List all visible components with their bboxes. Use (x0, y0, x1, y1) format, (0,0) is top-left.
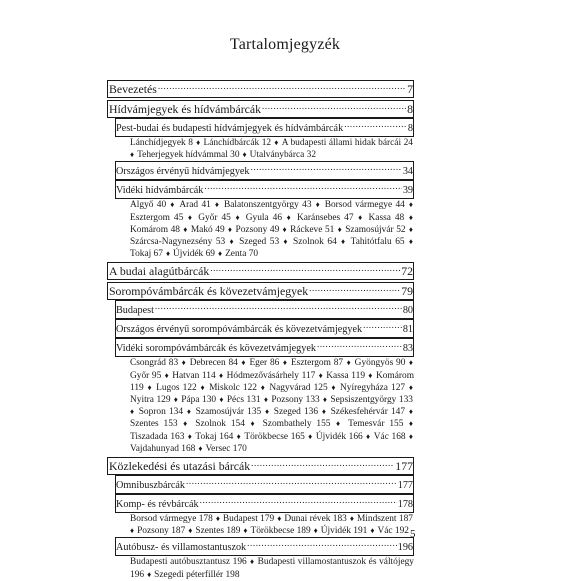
toc-detail-item[interactable]: Székesfehérvár 147 (330, 407, 406, 418)
toc-entry-label: Vidéki sorompóvámbárcák és kövezetvámjegyek (116, 343, 316, 355)
dot-leader (186, 476, 397, 488)
toc-detail-item[interactable]: Borsod vármegye 178 (130, 514, 213, 525)
toc-detail-item[interactable]: Pápa 130 (181, 395, 217, 406)
toc-detail-item[interactable]: Pozsony 49 (235, 224, 280, 235)
dot-leader (251, 458, 394, 470)
toc-entry-page: 83 (402, 343, 413, 355)
toc-detail-item[interactable]: Szentes 189 (195, 526, 241, 537)
dot-leader (247, 538, 397, 550)
diamond-separator-icon: ♦ (272, 138, 281, 147)
diamond-separator-icon: ♦ (211, 200, 223, 210)
toc-detail-item[interactable]: Lugos 122 (156, 382, 197, 393)
toc-subsection-group (107, 300, 414, 455)
toc-entry-label: Hídvámjegyek és hídvámbárcák (109, 102, 261, 116)
diamond-separator-icon: ♦ (231, 212, 245, 222)
toc-detail-list (115, 513, 414, 537)
toc-detail-item[interactable]: Tahitótfalu 65 (350, 237, 405, 248)
toc-entry-label: A budai alagútbárcák (109, 264, 210, 279)
diamond-separator-icon: ♦ (404, 419, 414, 429)
toc-detail-item[interactable]: Szombathely 155 (262, 419, 331, 430)
diamond-separator-icon: ♦ (280, 237, 293, 247)
toc-detail-item[interactable]: Karánsebes 47 (297, 212, 354, 223)
toc-section[interactable] (107, 100, 414, 118)
diamond-separator-icon: ♦ (280, 224, 290, 234)
dot-leader (317, 339, 402, 351)
diamond-separator-icon: ♦ (354, 212, 368, 222)
toc-entry-label: Budapest (116, 305, 154, 317)
toc-subsection[interactable] (115, 338, 414, 357)
toc-detail-item[interactable]: Szolnok 64 (293, 237, 337, 248)
toc-detail-item[interactable]: Nyíregyháza 127 (340, 382, 406, 393)
diamond-separator-icon: ♦ (311, 526, 320, 536)
toc-detail-item[interactable]: Csongrád 83 (130, 358, 179, 369)
toc-detail-item[interactable]: Hatvan 114 (172, 370, 216, 381)
diamond-separator-icon: ♦ (406, 358, 414, 368)
toc-subsection-group (107, 475, 414, 581)
diamond-separator-icon: ♦ (283, 212, 296, 222)
diamond-separator-icon: ♦ (406, 224, 413, 234)
diamond-separator-icon: ♦ (186, 526, 195, 536)
toc-detail-item[interactable]: Szentes 153 (130, 419, 178, 430)
toc-detail-item[interactable]: Vajdahunyad 168 (130, 443, 196, 454)
diamond-separator-icon: ♦ (247, 557, 257, 567)
toc-entry-page: 178 (397, 499, 413, 511)
toc-subsection-group (107, 118, 414, 260)
diamond-separator-icon: ♦ (215, 249, 225, 259)
toc-detail-item[interactable]: Ráckeve 51 (290, 224, 335, 235)
toc-detail-item[interactable]: Vác 192 (377, 526, 409, 537)
toc-detail-item[interactable]: Teherjegyek hídvámmal 30 (137, 150, 240, 161)
toc-detail-item[interactable]: Komárom 48 (130, 224, 180, 235)
diamond-separator-icon: ♦ (405, 212, 413, 222)
diamond-separator-icon: ♦ (193, 138, 203, 147)
diamond-separator-icon: ♦ (226, 237, 239, 247)
toc-detail-item[interactable]: Kassa 48 (368, 212, 405, 223)
dot-leader (262, 101, 406, 113)
diamond-separator-icon: ♦ (366, 370, 375, 380)
toc-subsection[interactable] (115, 537, 414, 556)
toc-section[interactable] (107, 282, 414, 300)
toc-detail-item[interactable]: Győr 95 (130, 370, 162, 381)
diamond-separator-icon: ♦ (162, 370, 172, 380)
toc-detail-item[interactable]: Temesvár 155 (348, 419, 404, 430)
diamond-separator-icon: ♦ (130, 526, 137, 536)
toc-detail-item[interactable]: Komárom 119 (130, 370, 414, 393)
dot-leader (344, 119, 407, 131)
toc-detail-item[interactable]: Budapest 179 (222, 514, 275, 525)
diamond-separator-icon: ♦ (331, 419, 348, 429)
toc-detail-item[interactable]: Budapesti autóbusztantusz 196 (130, 557, 247, 568)
toc-detail-item[interactable]: Szeged 53 (239, 237, 280, 248)
diamond-separator-icon: ♦ (167, 200, 179, 210)
diamond-separator-icon: ♦ (234, 431, 244, 441)
toc-entry-label: Pest-budai és budapesti hídvámjegyek és hídvámbárcák (116, 123, 344, 134)
toc-entry-page: 81 (402, 324, 413, 336)
toc-detail-item[interactable]: Nyitra 129 (130, 395, 171, 406)
diamond-separator-icon: ♦ (184, 407, 195, 417)
toc-detail-item[interactable]: Nagyvárad 125 (269, 382, 328, 393)
toc-entry-page: 34 (402, 166, 413, 178)
toc-detail-item[interactable]: Szárcsa-Nagynezsény 53 (130, 237, 226, 248)
diamond-separator-icon: ♦ (238, 358, 249, 368)
toc-entry-page: 8 (407, 102, 413, 116)
toc-detail-item[interactable]: Tokaj 67 (130, 249, 163, 260)
diamond-separator-icon: ♦ (347, 514, 356, 524)
toc-detail-item[interactable]: Vác 168 (373, 431, 406, 442)
toc-detail-item[interactable]: Dunai révek 183 (284, 514, 347, 525)
diamond-separator-icon: ♦ (344, 358, 354, 368)
toc-entry-label: Bevezetés (109, 82, 157, 96)
toc-detail-item[interactable]: Zenta 70 (225, 249, 259, 260)
toc-detail-item[interactable]: Pozsony 133 (271, 395, 320, 406)
diamond-separator-icon: ♦ (178, 419, 195, 429)
toc-detail-item[interactable]: Versec 170 (205, 443, 247, 454)
toc-entry-page: 8 (407, 123, 413, 134)
toc-detail-list (115, 199, 414, 260)
toc-subsection[interactable] (115, 180, 414, 199)
page-number: 5 (410, 528, 416, 540)
toc-detail-item[interactable]: Kassa 119 (326, 370, 366, 381)
diamond-separator-icon: ♦ (225, 224, 235, 234)
toc-detail-item[interactable]: Arad 41 (179, 200, 211, 211)
diamond-separator-icon: ♦ (145, 569, 154, 579)
toc-detail-item[interactable]: Lánchídbárcák 12 (203, 138, 272, 148)
toc-section[interactable] (107, 262, 414, 280)
toc-detail-item[interactable]: Lánchídjegyek 8 (130, 138, 193, 148)
diamond-separator-icon: ♦ (335, 224, 345, 234)
toc-detail-item[interactable]: Pozsony 187 (137, 526, 186, 537)
diamond-separator-icon: ♦ (216, 370, 226, 380)
toc-subsection[interactable] (115, 118, 414, 137)
diamond-separator-icon: ♦ (130, 150, 137, 160)
toc-subsection[interactable] (115, 475, 414, 494)
toc-detail-item[interactable]: Sopron 134 (138, 407, 184, 418)
dot-leader (363, 320, 402, 332)
diamond-separator-icon: ♦ (257, 382, 269, 392)
toc-detail-item[interactable]: Utalványbárca 32 (249, 150, 317, 161)
toc-subsection[interactable] (115, 494, 414, 513)
toc-detail-item[interactable]: Újvidék 69 (173, 249, 215, 260)
diamond-separator-icon: ♦ (319, 407, 330, 417)
toc-detail-item[interactable]: Gyula 46 (245, 212, 283, 223)
toc-detail-item[interactable]: A budapesti állami hidak bárcái 24 (281, 138, 413, 148)
toc-entry-page: 7 (407, 82, 413, 96)
toc-detail-item[interactable]: Balatonszentgyörgy 43 (223, 200, 312, 211)
diamond-separator-icon: ♦ (320, 395, 330, 405)
diamond-separator-icon: ♦ (275, 514, 284, 524)
diamond-separator-icon: ♦ (261, 395, 271, 405)
toc-entry-label: Országos érvényű sorompóvámbárcák és kövezetvámjegyek (116, 324, 363, 336)
toc-entry-label: Omnibuszbárcák (116, 480, 186, 492)
diamond-separator-icon: ♦ (180, 224, 190, 234)
toc-subsection[interactable] (115, 319, 414, 338)
toc-detail-item[interactable]: Törökbecse 189 (250, 526, 311, 537)
diamond-separator-icon: ♦ (406, 382, 413, 392)
diamond-separator-icon: ♦ (406, 431, 413, 441)
diamond-separator-icon: ♦ (185, 431, 195, 441)
diamond-separator-icon: ♦ (368, 526, 377, 536)
toc-entry-label: Országos érvényű hídvámjegyek (116, 166, 250, 178)
page-title: Tartalomjegyzék (229, 36, 341, 53)
toc-detail-list (115, 556, 414, 580)
toc-detail-item[interactable]: Debrecen 84 (189, 358, 238, 369)
diamond-separator-icon: ♦ (406, 407, 413, 417)
toc-detail-item[interactable]: Törökbecse 165 (244, 431, 305, 442)
toc-detail-item[interactable]: Algyő 40 (130, 200, 167, 211)
dot-leader (200, 495, 397, 507)
diamond-separator-icon: ♦ (241, 526, 250, 536)
toc-detail-item[interactable]: Újvidék 166 (315, 431, 363, 442)
toc-entry-page: 177 (395, 459, 413, 474)
toc-entry-label: Vidéki hídvámbárcák (116, 185, 204, 197)
diamond-separator-icon: ♦ (245, 419, 262, 429)
toc-detail-item[interactable]: Tiszadada 163 (130, 431, 185, 442)
toc-detail-item[interactable]: Pécs 131 (226, 395, 261, 406)
toc-detail-item[interactable]: Hódmezővásárhely 117 (226, 370, 316, 381)
toc-detail-item[interactable]: Újvidék 191 (320, 526, 368, 537)
toc-detail-item[interactable]: Szegedi péterfillér 198 (154, 569, 240, 580)
toc-section[interactable] (107, 457, 414, 475)
dot-leader (210, 263, 400, 275)
table-of-contents (107, 78, 414, 581)
toc-detail-item[interactable]: Sepsiszentgyörgy 133 (330, 395, 413, 406)
diamond-separator-icon: ♦ (312, 200, 324, 210)
toc-detail-item[interactable]: Szeged 136 (273, 407, 319, 418)
diamond-separator-icon: ♦ (305, 431, 315, 441)
toc-entry-label: Sorompóvámbárcák és kövezetvámjegyek (109, 284, 309, 299)
diamond-separator-icon: ♦ (280, 358, 290, 368)
toc-detail-list (115, 357, 414, 455)
toc-entry-page: 196 (397, 542, 413, 554)
diamond-separator-icon: ♦ (316, 370, 326, 380)
toc-detail-item[interactable]: Makó 49 (190, 224, 225, 235)
diamond-separator-icon: ♦ (217, 395, 226, 405)
dot-leader (251, 162, 402, 174)
toc-detail-list (115, 137, 414, 161)
dot-leader (309, 283, 400, 295)
toc-entry-page: 177 (397, 480, 413, 492)
diamond-separator-icon: ♦ (213, 514, 222, 524)
toc-detail-item[interactable]: Szamosújvár 52 (345, 224, 406, 235)
diamond-separator-icon: ♦ (405, 200, 413, 210)
toc-detail-item[interactable]: Mindszent 187 (356, 514, 413, 525)
toc-entry-label: Komp- és révbárcák (116, 499, 199, 511)
toc-detail-item[interactable]: Budapesti villamostantuszok és váltójegy 196 (130, 557, 414, 580)
toc-subsection[interactable] (115, 161, 414, 180)
dot-leader (155, 301, 402, 313)
diamond-separator-icon: ♦ (130, 407, 138, 417)
toc-subsection[interactable] (115, 300, 414, 319)
toc-detail-item[interactable]: Esztergom 45 (130, 212, 184, 223)
diamond-separator-icon: ♦ (184, 212, 198, 222)
diamond-separator-icon: ♦ (197, 382, 209, 392)
toc-detail-item[interactable]: Eger 86 (249, 358, 280, 369)
toc-entry-page: 79 (401, 284, 413, 299)
dot-leader (158, 81, 406, 93)
toc-detail-item[interactable]: Gyöngyös 90 (354, 358, 406, 369)
toc-detail-item[interactable]: Szamosújvár 135 (195, 407, 262, 418)
toc-detail-item[interactable]: Borsod vármegye 44 (324, 200, 405, 211)
toc-detail-item[interactable]: Esztergom 87 (290, 358, 344, 369)
diamond-separator-icon: ♦ (337, 237, 350, 247)
diamond-separator-icon: ♦ (179, 358, 189, 368)
diamond-separator-icon: ♦ (405, 237, 413, 247)
diamond-separator-icon: ♦ (163, 249, 173, 259)
diamond-separator-icon: ♦ (262, 407, 273, 417)
toc-entry-label: Autóbusz- és villamostantuszok (116, 542, 247, 554)
toc-entry-page: 80 (402, 305, 413, 317)
toc-section[interactable] (107, 80, 414, 98)
toc-detail-item[interactable]: Tokaj 164 (195, 431, 234, 442)
toc-entry-label: Közlekedési és utazási bárcák (109, 459, 251, 474)
diamond-separator-icon: ♦ (363, 431, 373, 441)
diamond-separator-icon: ♦ (240, 150, 249, 160)
toc-entry-page: 39 (402, 185, 413, 197)
toc-detail-item[interactable]: Győr 45 (198, 212, 231, 223)
toc-detail-item[interactable]: Szolnok 154 (195, 419, 245, 430)
diamond-separator-icon: ♦ (144, 382, 156, 392)
diamond-separator-icon: ♦ (171, 395, 181, 405)
dot-leader (204, 181, 401, 193)
diamond-separator-icon: ♦ (328, 382, 340, 392)
diamond-separator-icon: ♦ (196, 443, 205, 453)
toc-entry-page: 72 (401, 264, 413, 279)
toc-detail-item[interactable]: Miskolc 122 (209, 382, 257, 393)
